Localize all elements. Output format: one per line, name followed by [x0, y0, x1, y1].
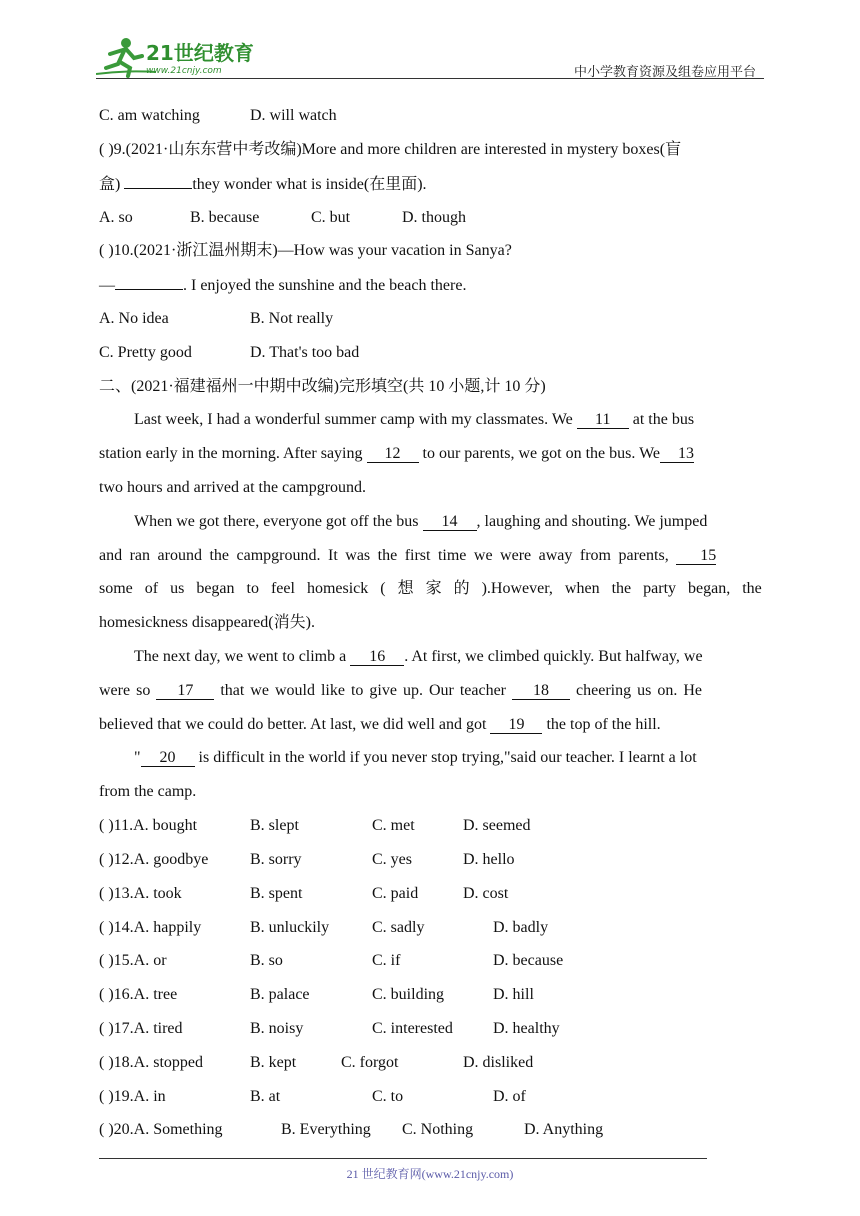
passage-line: station early in the morning. After saying 12 to our parents, we got on the bus. We 13	[99, 445, 694, 462]
blank-20: 20	[141, 750, 195, 767]
choice-b: B. kept	[250, 1054, 297, 1071]
choice-b: B. sorry	[250, 851, 302, 868]
option-d: D. though	[402, 209, 466, 226]
header-divider	[96, 78, 764, 79]
option-d: D. That's too bad	[250, 344, 360, 361]
choice-b: B. at	[250, 1088, 281, 1105]
question-10-stem: ( )10.(2021·浙江温州期末)—How was your vacation in Sanya?	[99, 242, 512, 259]
choice-c: C. building	[372, 986, 445, 1003]
choice-a: ( )17.A. tired	[99, 1020, 183, 1037]
choice-d: D. hello	[463, 851, 515, 868]
choice-c: C. met	[372, 817, 415, 834]
choice-a: ( )18.A. stopped	[99, 1054, 203, 1071]
choice-b: B. so	[250, 952, 283, 969]
choice-c: C. sadly	[372, 919, 425, 936]
choice-d: D. healthy	[493, 1020, 560, 1037]
blank-11: 11	[577, 412, 629, 429]
choice-d: D. seemed	[463, 817, 531, 834]
passage-line: homesickness disappeared(消失).	[99, 614, 315, 631]
choice-b: B. slept	[250, 817, 299, 834]
choice-c: C. if	[372, 952, 401, 969]
passage-line: and ran around the campground. It was the first time we were away from parents, 15	[99, 547, 717, 564]
answer-blank	[124, 174, 192, 189]
svg-text:21世纪教育: 21世纪教育	[146, 41, 254, 65]
runner-logo-icon	[96, 34, 256, 78]
question-10-dialogue: — . I enjoyed the sunshine and the beach there.	[99, 277, 467, 294]
choice-d: D. disliked	[463, 1054, 534, 1071]
choice-d: D. of	[493, 1088, 526, 1105]
passage-line: two hours and arrived at the campground.	[99, 479, 367, 496]
passage-line: some of us began to feel homesick ( 想 家 的 ).However, when the party began, the	[99, 580, 762, 597]
choice-d: D. cost	[463, 885, 509, 902]
blank-18: 18	[512, 683, 570, 700]
question-9-stem: ( )9.(2021·山东东营中考改编)More and more children are interested in mystery boxes(盲	[99, 141, 682, 158]
choice-a: ( )20.A. Something	[99, 1121, 223, 1138]
option-d: D. will watch	[250, 107, 337, 124]
choice-b: B. palace	[250, 986, 310, 1003]
choice-c: C. interested	[372, 1020, 453, 1037]
choice-a: ( )19.A. in	[99, 1088, 166, 1105]
passage-line: When we got there, everyone got off the bus 14 , laughing and shouting. We jumped	[134, 513, 708, 530]
blank-16: 16	[350, 649, 404, 666]
option-c: C. Pretty good	[99, 344, 192, 361]
choice-b: B. noisy	[250, 1020, 304, 1037]
section-title: 二、(2021·福建福州一中期中改编)完形填空(共 10 小题,计 10 分)	[99, 378, 546, 395]
choice-a: ( )11.A. bought	[99, 817, 198, 834]
passage-line: " 20 is difficult in the world if you never stop trying,"said our teacher. I learnt a lot	[134, 749, 697, 766]
choice-d: D. Anything	[524, 1121, 604, 1138]
site-logo	[96, 34, 256, 78]
choice-c: C. Nothing	[402, 1121, 474, 1138]
blank-14: 14	[423, 514, 477, 531]
choice-c: C. forgot	[341, 1054, 399, 1071]
choice-a: ( )12.A. goodbye	[99, 851, 209, 868]
answer-blank	[115, 275, 183, 290]
footer-source: 21 世纪教育网(www.21cnjy.com)	[346, 1167, 514, 1181]
passage-line: were so 17 that we would like to give up. Our teacher 18 cheering us on. He	[99, 682, 702, 699]
platform-name: 中小学教育资源及组卷应用平台	[573, 64, 756, 79]
choice-a: ( )13.A. took	[99, 885, 182, 902]
blank-13: 13	[660, 446, 694, 463]
choice-d: D. hill	[493, 986, 534, 1003]
blank-19: 19	[490, 717, 542, 734]
choice-a: ( )16.A. tree	[99, 986, 178, 1003]
option-b: B. Not really	[250, 310, 334, 327]
choice-b: B. Everything	[281, 1121, 371, 1138]
blank-17: 17	[156, 683, 214, 700]
choice-c: C. yes	[372, 851, 412, 868]
svg-text:www.21cnjy.com: www.21cnjy.com	[146, 66, 222, 76]
option-c: C. am watching	[99, 107, 200, 124]
choice-c: C. paid	[372, 885, 419, 902]
choice-a: ( )15.A. or	[99, 952, 167, 969]
blank-15: 15	[676, 548, 716, 565]
choice-b: B. spent	[250, 885, 303, 902]
option-c: C. but	[311, 209, 351, 226]
option-a: A. No idea	[99, 310, 169, 327]
option-b: B. because	[190, 209, 260, 226]
footer-divider	[99, 1158, 707, 1159]
blank-12: 12	[367, 446, 419, 463]
choice-b: B. unluckily	[250, 919, 330, 936]
choice-a: ( )14.A. happily	[99, 919, 202, 936]
passage-line: Last week, I had a wonderful summer camp with my classmates. We 11 at the bus	[134, 411, 695, 428]
passage-line: from the camp.	[99, 783, 197, 800]
choice-d: D. because	[493, 952, 564, 969]
passage-line: The next day, we went to climb a 16 . At first, we climbed quickly. But halfway, we	[134, 648, 703, 665]
option-a: A. so	[99, 209, 133, 226]
choice-c: C. to	[372, 1088, 404, 1105]
passage-line: believed that we could do better. At last, we did well and got 19 the top of the hill.	[99, 716, 661, 733]
question-9-stem-cont: 盒) they wonder what is inside(在里面).	[99, 176, 427, 193]
choice-d: D. badly	[493, 919, 549, 936]
